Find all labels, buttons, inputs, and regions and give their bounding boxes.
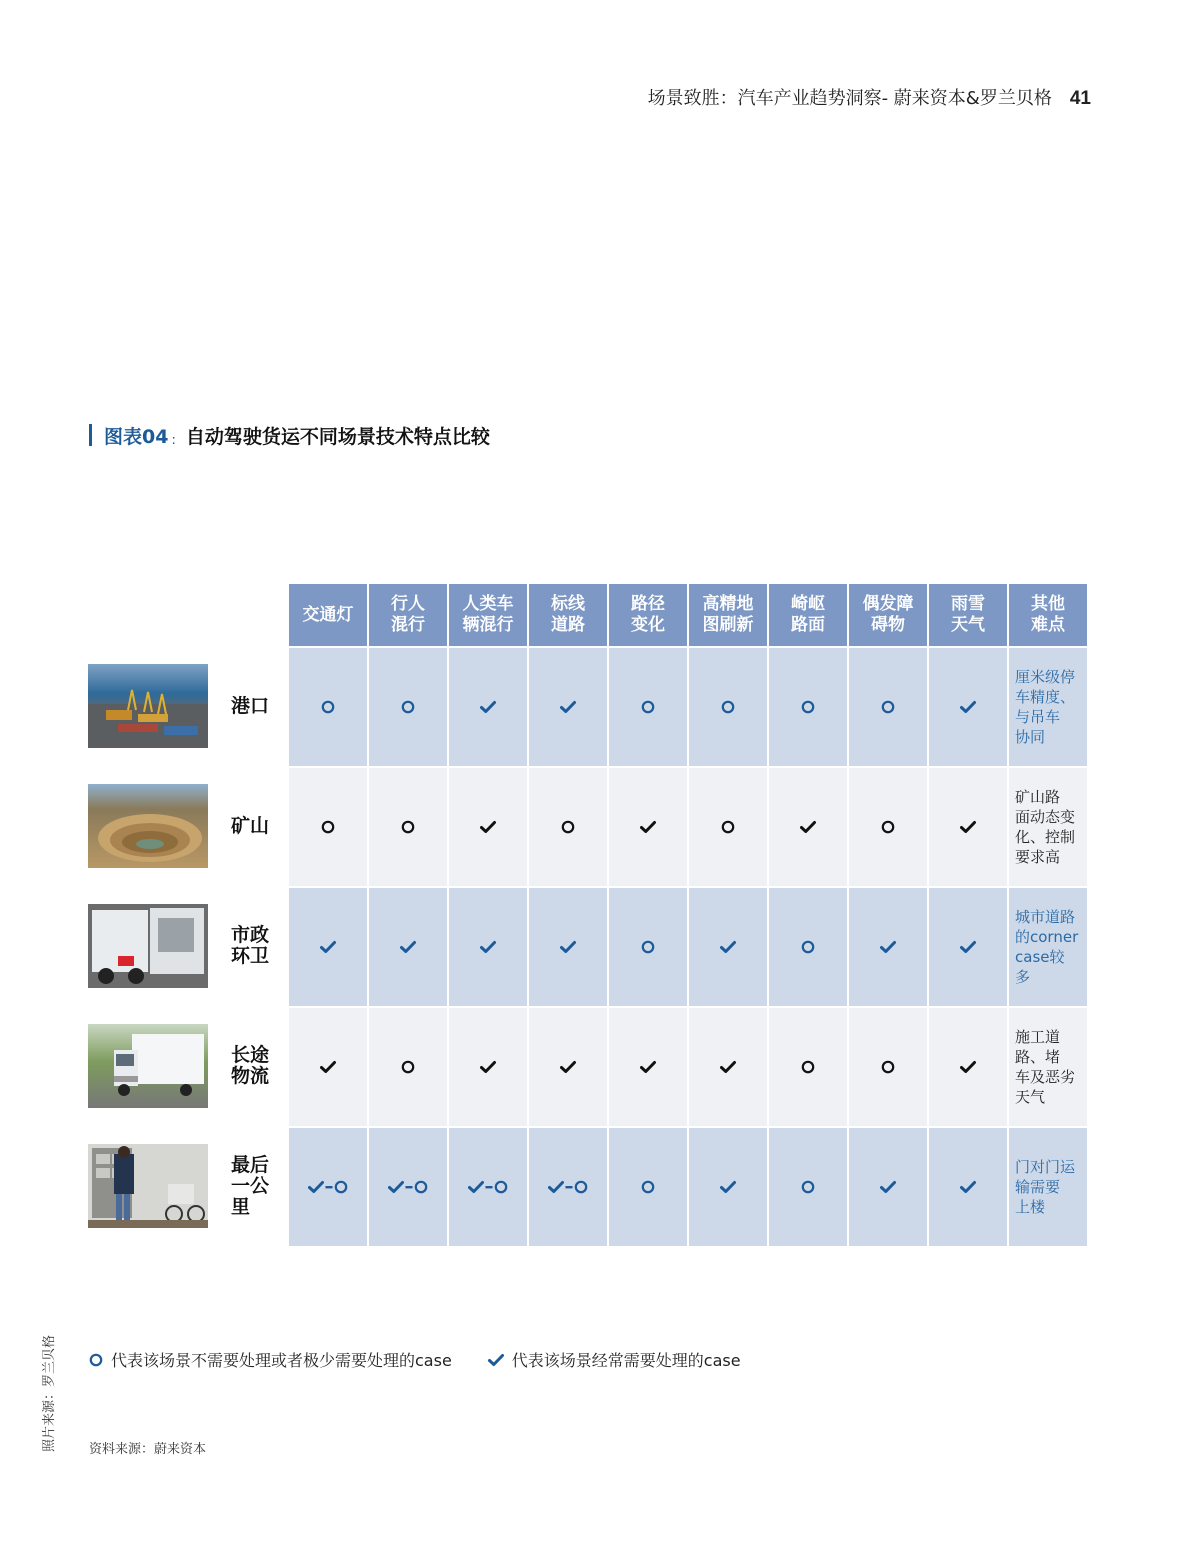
table-cell bbox=[929, 766, 1009, 886]
last-mile-delivery-photo bbox=[88, 1144, 208, 1228]
circle-icon bbox=[801, 700, 815, 714]
other-difficulty-note: 矿山路 面动态变 化、控制 要求高 bbox=[1009, 766, 1089, 886]
source-note: 资料来源：蔚来资本 bbox=[89, 1442, 207, 1457]
table-cell bbox=[849, 886, 929, 1006]
other-difficulty-note: 门对门运 输需要 上楼 bbox=[1009, 1126, 1089, 1246]
running-header bbox=[648, 84, 1091, 110]
circle-icon bbox=[881, 1060, 895, 1074]
table-cell bbox=[449, 1126, 529, 1246]
check-icon bbox=[640, 1060, 656, 1074]
circle-icon bbox=[401, 820, 415, 834]
table-cell bbox=[849, 1006, 929, 1126]
running-title: 场景致胜：汽车产业趋势洞察- 蔚来资本&罗兰贝格 bbox=[647, 88, 1052, 109]
table-cell bbox=[529, 1126, 609, 1246]
table-cell bbox=[769, 1006, 849, 1126]
circle-icon bbox=[881, 700, 895, 714]
table-cell bbox=[529, 646, 609, 766]
header-blank-scene bbox=[209, 584, 289, 646]
check-icon bbox=[880, 940, 896, 954]
circle-icon bbox=[721, 820, 735, 834]
table-cell bbox=[529, 766, 609, 886]
column-header: 偶发障 碍物 bbox=[849, 584, 929, 646]
table-cell bbox=[769, 766, 849, 886]
check-icon bbox=[960, 1060, 976, 1074]
check-icon bbox=[560, 940, 576, 954]
check-to-circle-icon bbox=[308, 1180, 348, 1194]
table-cell bbox=[369, 886, 449, 1006]
circle-icon bbox=[801, 1060, 815, 1074]
check-icon bbox=[960, 940, 976, 954]
caption-accent-bar bbox=[89, 424, 92, 446]
table-cell bbox=[689, 886, 769, 1006]
column-header: 高精地 图刷新 bbox=[689, 584, 769, 646]
table-cell bbox=[289, 646, 369, 766]
scene-label: 港口 bbox=[231, 694, 270, 717]
check-icon bbox=[720, 1060, 736, 1074]
header-blank-photo bbox=[88, 584, 209, 646]
column-header: 交通灯 bbox=[289, 584, 369, 646]
table-cell bbox=[369, 646, 449, 766]
circle-icon bbox=[801, 1180, 815, 1194]
check-icon bbox=[488, 1353, 504, 1367]
scene-photo bbox=[88, 886, 209, 1006]
check-icon bbox=[560, 700, 576, 714]
table-cell bbox=[609, 886, 689, 1006]
figure-title: 自动驾驶货运不同场景技术特点比较 bbox=[185, 425, 490, 448]
circle-icon bbox=[401, 700, 415, 714]
check-icon bbox=[560, 1060, 576, 1074]
table-cell bbox=[769, 1126, 849, 1246]
table-cell bbox=[289, 886, 369, 1006]
column-header: 路径 变化 bbox=[609, 584, 689, 646]
table-cell bbox=[929, 646, 1009, 766]
table-cell bbox=[609, 766, 689, 886]
check-icon bbox=[480, 1060, 496, 1074]
scene-label: 最后 一公 里 bbox=[231, 1153, 270, 1218]
scene-label: 长途 物流 bbox=[231, 1044, 270, 1087]
table-cell bbox=[609, 1126, 689, 1246]
legend-item-check bbox=[488, 1348, 741, 1371]
check-icon bbox=[400, 940, 416, 954]
table-cell bbox=[449, 886, 529, 1006]
table-cell bbox=[769, 646, 849, 766]
table-cell bbox=[609, 646, 689, 766]
check-icon bbox=[320, 1060, 336, 1074]
circle-icon bbox=[641, 1180, 655, 1194]
port-photo bbox=[88, 664, 208, 748]
circle-icon bbox=[801, 940, 815, 954]
table-cell bbox=[689, 1126, 769, 1246]
table-cell bbox=[849, 766, 929, 886]
column-header: 人类车 辆混行 bbox=[449, 584, 529, 646]
table-cell bbox=[689, 646, 769, 766]
legend-check-text: 代表该场景经常需要处理的case bbox=[511, 1351, 741, 1370]
check-icon bbox=[720, 940, 736, 954]
table-cell bbox=[929, 886, 1009, 1006]
check-icon bbox=[720, 1180, 736, 1194]
other-difficulty-note: 施工道 路、堵 车及恶劣 天气 bbox=[1009, 1006, 1089, 1126]
check-icon bbox=[960, 700, 976, 714]
photo-credit: 照片来源：罗兰贝格 bbox=[42, 1334, 57, 1452]
table-cell bbox=[369, 1126, 449, 1246]
scene-photo bbox=[88, 1126, 209, 1246]
check-to-circle-icon bbox=[388, 1180, 428, 1194]
table-cell bbox=[289, 1006, 369, 1126]
table-cell bbox=[369, 1006, 449, 1126]
legend bbox=[89, 1348, 777, 1371]
column-header: 崎岖 路面 bbox=[769, 584, 849, 646]
check-to-circle-icon bbox=[548, 1180, 588, 1194]
circle-icon bbox=[641, 940, 655, 954]
check-icon bbox=[640, 820, 656, 834]
scene-photo bbox=[88, 1006, 209, 1126]
figure-label: 图表04 bbox=[104, 425, 169, 448]
check-icon bbox=[960, 820, 976, 834]
check-icon bbox=[480, 820, 496, 834]
scene-photo bbox=[88, 766, 209, 886]
table-cell bbox=[849, 646, 929, 766]
check-to-circle-icon bbox=[468, 1180, 508, 1194]
check-icon bbox=[320, 940, 336, 954]
other-difficulty-note: 厘米级停 车精度、 与吊车 协同 bbox=[1009, 646, 1089, 766]
column-header: 其他 难点 bbox=[1009, 584, 1089, 646]
legend-item-circle bbox=[89, 1348, 452, 1371]
circle-icon bbox=[401, 1060, 415, 1074]
table-cell bbox=[929, 1126, 1009, 1246]
table-cell bbox=[769, 886, 849, 1006]
scene-label: 矿山 bbox=[231, 814, 270, 837]
figure-caption bbox=[89, 422, 490, 448]
circle-icon bbox=[89, 1353, 103, 1367]
mine-photo bbox=[88, 784, 208, 868]
table-cell bbox=[449, 1006, 529, 1126]
table-cell bbox=[689, 766, 769, 886]
check-icon bbox=[480, 700, 496, 714]
table-cell bbox=[449, 766, 529, 886]
circle-icon bbox=[881, 820, 895, 834]
circle-icon bbox=[561, 820, 575, 834]
comparison-table bbox=[88, 584, 1089, 1246]
column-header: 行人 混行 bbox=[369, 584, 449, 646]
circle-icon bbox=[721, 700, 735, 714]
table-cell bbox=[449, 646, 529, 766]
page-number: 41 bbox=[1069, 88, 1091, 109]
sanitation-truck-photo bbox=[88, 904, 208, 988]
table-cell bbox=[529, 1006, 609, 1126]
table-cell bbox=[609, 1006, 689, 1126]
check-icon bbox=[800, 820, 816, 834]
figure-colon: : bbox=[171, 433, 176, 448]
table-cell bbox=[529, 886, 609, 1006]
long-haul-truck-photo bbox=[88, 1024, 208, 1108]
table-cell bbox=[689, 1006, 769, 1126]
scene-photo bbox=[88, 646, 209, 766]
scene-label: 市政 环卫 bbox=[231, 924, 270, 967]
other-difficulty-note: 城市道路 的corner case较 多 bbox=[1009, 886, 1089, 1006]
table-cell bbox=[849, 1126, 929, 1246]
circle-icon bbox=[321, 700, 335, 714]
circle-icon bbox=[321, 820, 335, 834]
check-icon bbox=[880, 1180, 896, 1194]
legend-circle-text: 代表该场景不需要处理或者极少需要处理的case bbox=[111, 1351, 452, 1370]
column-header: 标线 道路 bbox=[529, 584, 609, 646]
column-header: 雨雪 天气 bbox=[929, 584, 1009, 646]
table-cell bbox=[289, 766, 369, 886]
check-icon bbox=[480, 940, 496, 954]
table-cell bbox=[289, 1126, 369, 1246]
circle-icon bbox=[641, 700, 655, 714]
table-cell bbox=[929, 1006, 1009, 1126]
check-icon bbox=[960, 1180, 976, 1194]
table-cell bbox=[369, 766, 449, 886]
